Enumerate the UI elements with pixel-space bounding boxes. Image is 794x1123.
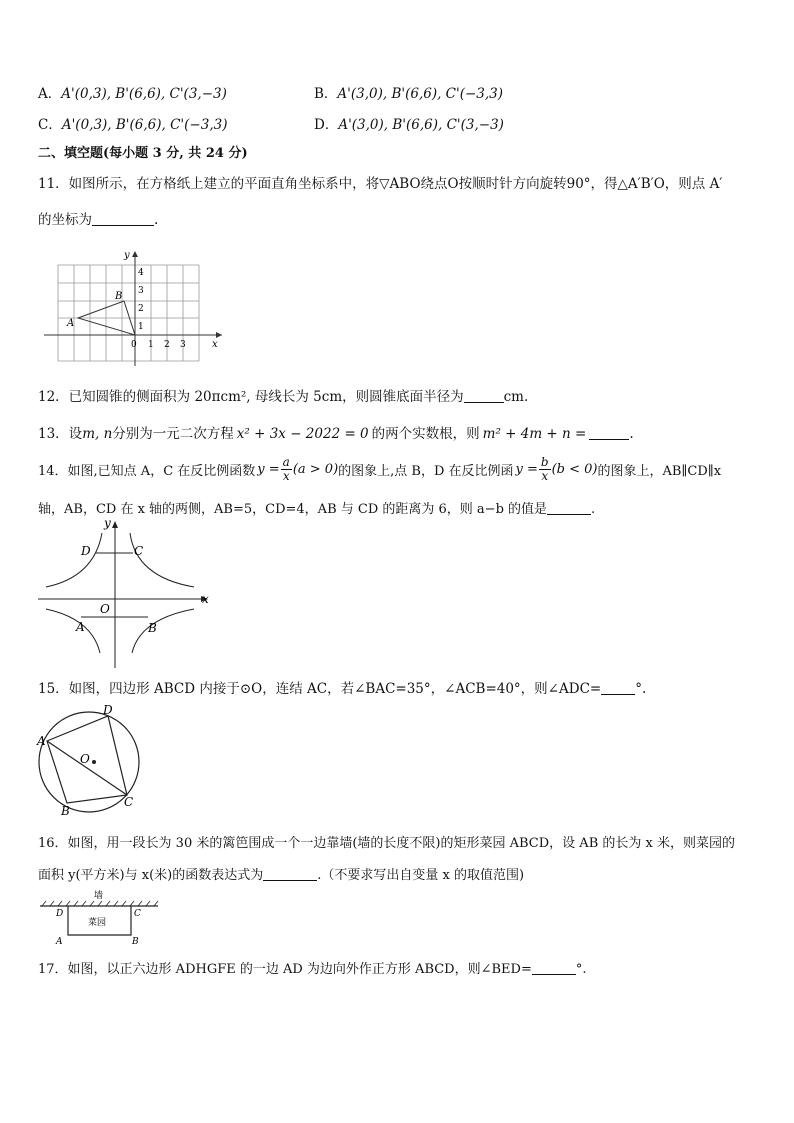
q14-hyperbola-figure bbox=[36, 515, 216, 673]
fig15-label-c: C bbox=[124, 795, 134, 809]
q14-f2-lhs: y = bbox=[515, 461, 538, 477]
segment-ac bbox=[47, 741, 127, 795]
q14-fraction-2 bbox=[539, 456, 551, 483]
q14-p2: 的图象上,点 B，D 在反比例函 bbox=[338, 463, 514, 479]
q12-line bbox=[38, 385, 528, 405]
grid-lines bbox=[58, 265, 199, 361]
q11-line1: 11．如图所示，在方格纸上建立的平面直角坐标系中，将▽ABO绕点O按顺时针方向旋转90°，得△A′B′O，则点 A′ bbox=[38, 176, 723, 192]
q12-pre: 12．已知圆锥的侧面积为 20πcm², 母线长为 5cm，则圆锥底面半径为 bbox=[38, 389, 464, 405]
fig11-tick-x0: 0 bbox=[131, 340, 137, 350]
q13-post: . bbox=[629, 426, 634, 442]
fig11-tick-x3: 3 bbox=[180, 340, 186, 350]
q17-answer-blank[interactable] bbox=[532, 960, 576, 975]
fig15-label-b: B bbox=[61, 804, 70, 818]
q14-f2-num: b bbox=[540, 454, 549, 469]
option-d bbox=[314, 113, 504, 133]
q16-line2-pre: 面积 y(平方米)与 x(米)的函数表达式为 bbox=[38, 868, 264, 883]
curve-second-quadrant bbox=[46, 533, 102, 587]
q13-mid: 分别为一元二次方程 bbox=[112, 426, 234, 442]
fig11-label-a: A bbox=[67, 318, 75, 329]
fig16-label-wall: 墙 bbox=[94, 891, 104, 901]
q13-equation: x² + 3x − 2022 = 0 bbox=[236, 426, 369, 442]
q14-f2-cond: (b < 0) bbox=[551, 461, 598, 477]
q14-answer-blank[interactable] bbox=[547, 500, 591, 515]
fig11-tick-x2: 2 bbox=[164, 340, 170, 350]
q11-grid-figure bbox=[40, 248, 225, 370]
q14-line1 bbox=[38, 454, 721, 484]
q13-expression: m² + 4m + n = bbox=[482, 426, 587, 442]
y-axis-arrow bbox=[132, 251, 138, 257]
fig14-label-o: O bbox=[100, 602, 110, 616]
option-a-letter: A． bbox=[38, 86, 62, 102]
q17-line bbox=[38, 958, 587, 977]
q14-line2-pre: 轴，AB，CD 在 x 轴的两侧，AB=5，CD=4，AB 与 CD 的距离为 6，则 a−b 的值是 bbox=[38, 502, 548, 517]
q14-p3: 的图象上，AB∥CD∥x bbox=[597, 463, 722, 479]
q14-f1-num: a bbox=[282, 454, 290, 469]
fig11-label-x: x bbox=[212, 339, 218, 350]
option-b bbox=[314, 82, 503, 102]
option-a-text: A'(0,3), B'(6,6), C'(3,−3) bbox=[61, 86, 227, 102]
fig11-tick-x1: 1 bbox=[148, 340, 154, 350]
option-b-text: A'(3,0), B'(6,6), C'(−3,3) bbox=[337, 86, 504, 102]
fig16-label-garden: 菜园 bbox=[88, 918, 107, 928]
q14-line2-post: . bbox=[591, 502, 596, 517]
q12-answer-blank[interactable] bbox=[464, 388, 504, 403]
q13-pre: 13．设 bbox=[38, 426, 83, 442]
fig16-label-b: B bbox=[132, 937, 139, 946]
q11-line2-post: . bbox=[154, 212, 159, 228]
fig11-tick-y2: 2 bbox=[138, 304, 144, 314]
fig11-tick-y4: 4 bbox=[138, 268, 144, 278]
q13-answer-blank[interactable] bbox=[589, 425, 629, 440]
q17-pre: 17．如图，以正六边形 ADHGFE 的一边 AD 为边向外作正方形 ABCD，则∠BED= bbox=[38, 962, 532, 977]
q16-garden-figure bbox=[38, 888, 162, 946]
option-c bbox=[38, 113, 227, 133]
fig11-tick-y3: 3 bbox=[138, 286, 144, 296]
x-axis-arrow bbox=[216, 332, 222, 338]
option-a bbox=[38, 82, 227, 102]
fig14-label-c: C bbox=[134, 544, 144, 558]
option-c-letter: C． bbox=[38, 117, 62, 133]
q16-line2-post: .（不要求写出自变量 x 的取值范围) bbox=[317, 868, 525, 883]
fig15-label-a: A bbox=[37, 734, 46, 748]
wall-hatch bbox=[42, 901, 158, 906]
q12-post: cm. bbox=[503, 389, 529, 405]
q14-f2-den: x bbox=[541, 468, 549, 483]
q13-vars: m, n bbox=[82, 426, 113, 442]
option-d-letter: D． bbox=[314, 117, 339, 133]
fig16-label-a: A bbox=[56, 937, 63, 946]
q11-line2-pre: 的坐标为 bbox=[38, 212, 92, 228]
fig11-label-b: B bbox=[115, 291, 123, 302]
q16-line2 bbox=[38, 864, 524, 883]
option-d-text: A'(3,0), B'(6,6), C'(3,−3) bbox=[338, 117, 504, 133]
curve-first-quadrant bbox=[130, 533, 194, 587]
q15-answer-blank[interactable] bbox=[601, 680, 635, 695]
fig14-label-d: D bbox=[81, 544, 91, 558]
q17-post: °. bbox=[575, 962, 587, 977]
fig14-label-y: y bbox=[104, 516, 111, 530]
q11-answer-blank[interactable] bbox=[92, 211, 154, 226]
fig11-label-y: y bbox=[124, 250, 130, 261]
fig14-label-a: A bbox=[76, 620, 85, 634]
q13-mid2: 的两个实数根，则 bbox=[371, 426, 480, 442]
q14-f1-den: x bbox=[282, 468, 290, 483]
fig15-label-o: O bbox=[80, 752, 90, 766]
q16-answer-blank[interactable] bbox=[263, 866, 317, 881]
q15-text: 15．如图，四边形 ABCD 内接于⊙O，连结 AC，若∠BAC=35°，∠ACB=40°，则∠ADC= bbox=[38, 681, 602, 697]
q15-circle-figure bbox=[34, 700, 146, 820]
option-c-text: A'(0,3), B'(6,6), C'(−3,3) bbox=[61, 117, 228, 133]
section-title: 二、填空题(每小题 3 分, 共 24 分) bbox=[38, 146, 248, 161]
q13-line bbox=[38, 422, 634, 442]
q15-post: °. bbox=[635, 681, 647, 697]
fig15-label-d: D bbox=[103, 703, 113, 717]
center-point bbox=[92, 760, 96, 764]
q14-f1-cond: (a > 0) bbox=[292, 461, 339, 477]
curve-fourth-quadrant bbox=[132, 609, 194, 653]
curve-third-quadrant bbox=[46, 609, 100, 653]
y-axis-arrow bbox=[112, 521, 118, 528]
fig14-label-b: B bbox=[148, 621, 157, 635]
q14-p1: 14．如图,已知点 A，C 在反比例函数 bbox=[38, 463, 256, 479]
fig11-tick-y1: 1 bbox=[138, 322, 144, 332]
q14-f1-lhs: y = bbox=[257, 461, 280, 477]
option-b-letter: B． bbox=[314, 86, 338, 102]
q14-fraction-1 bbox=[281, 456, 292, 483]
q15-line bbox=[38, 677, 646, 697]
fig16-label-c: C bbox=[134, 909, 141, 919]
q11-line2 bbox=[38, 208, 158, 228]
fig14-label-x: x bbox=[202, 592, 209, 606]
q16-line1: 16．如图，用一段长为 30 米的篱笆围成一个一边靠墙(墙的长度不限)的矩形菜园 ABCD，设 AB 的长为 x 米，则菜园的 bbox=[38, 836, 735, 851]
fig16-label-d: D bbox=[56, 909, 64, 919]
